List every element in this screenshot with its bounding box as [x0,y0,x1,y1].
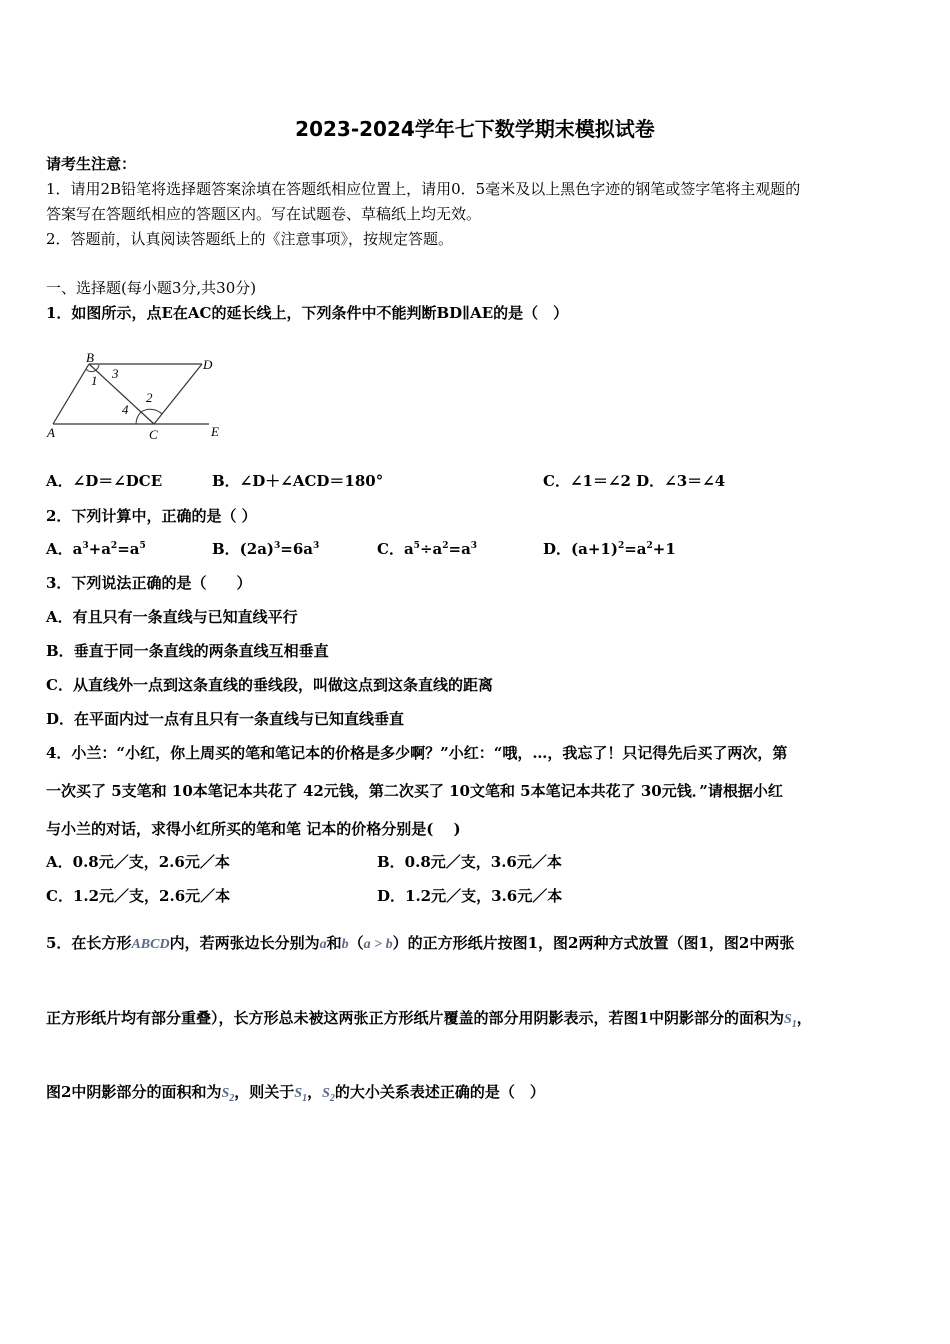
q5-stem-line-1: 5．在长方形ABCD内，若两张边长分别为a和b（a > b）的正方形纸片按图1，图2两种方式放置（图1，图2中两张 [46,934,795,952]
q4-option-c: C．1.2元／支，2.6元／本 [46,887,231,905]
notice-item-1: 1．请用2B铅笔将选择题答案涂填在答题纸相应位置上，请用0．5毫米及以上黑色字迹的钢笔或签字笔将主观题的 [46,180,801,198]
math-abcd: ABCD [131,937,170,952]
math-b: b [341,937,349,952]
fig-label-a: A [47,425,55,440]
fig-label-e: E [211,424,219,439]
q2-option-c: C．$a^5\div a^2=a^3$ [377,540,478,558]
q2-option-a: A．$a^3+a^2=a^5$ [46,540,146,558]
math-s2: $S_2$ [322,1086,335,1104]
fig-angle-3: 3 [112,366,119,381]
fig-angle-4: 4 [122,402,129,417]
q3-option-b: B．垂直于同一条直线的两条直线互相垂直 [46,642,329,660]
q4-stem-line-1: 4．小兰：“小红，你上周买的笔和笔记本的价格是多少啊？”小红：“哦，…，我忘了！只记得先后买了两次，第 [46,744,788,762]
notice-item-1-cont: 答案写在答题纸相应的答题区内。写在试题卷、草稿纸上均无效。 [46,205,482,223]
q1-figure [44,348,229,444]
math-s1: $S_1$ [294,1086,308,1104]
section-heading: 一、选择题(每小题3分,共30分) [46,279,257,297]
fig-label-d: D [203,357,213,372]
q3-option-a: A．有且只有一条直线与已知直线平行 [46,608,298,626]
fig-label-b: B [86,350,94,365]
q5-stem-line-2: 正方形纸片均有部分重叠），长方形总未被这两张正方形纸片覆盖的部分用阴影表示，若图1中阴影部分的面积为$S_1$， [46,1009,812,1030]
q1-option-b: B．∠D＋∠ACD＝180° [212,472,384,490]
fig-angle-2: 2 [146,390,153,405]
q3-option-c: C．从直线外一点到这条直线的垂线段，叫做这点到这条直线的距离 [46,676,493,694]
q4-option-b: B．0.8元／支，3.6元／本 [377,853,562,871]
fig-angle-1: 1 [91,373,98,388]
q4-stem-line-2: 一次买了 5支笔和 10本笔记本共花了 42元钱，第二次买了 10文笔和 5本笔记本共花了 30元钱．”请根据小红 [46,782,783,800]
q2-option-d: D．$(a+1)^2=a^2+1$ [543,540,676,558]
notice-heading: 请考生注意： [46,155,137,173]
math-s2: $S_2$ [221,1086,235,1104]
q4-option-d: D．1.2元／支，3.6元／本 [377,887,563,905]
q5-stem-line-3: 图2中阴影部分的面积和为$S_2$，则关于$S_1$，$S_2$的大小关系表述正确的是（ ） [46,1083,545,1104]
q1-stem: 1．如图所示，点E在AC的延长线上，下列条件中不能判断BD∥AE的是（ ） [46,304,569,322]
notice-item-2: 2．答题前，认真阅读答题纸上的《注意事项》，按规定答题。 [46,230,454,248]
q2-stem: 2．下列计算中，正确的是（ ） [46,507,257,525]
fig-label-c: C [149,427,158,442]
math-a-gt-b: a > b [363,937,393,952]
q3-stem: 3．下列说法正确的是（ ） [46,574,252,592]
q4-stem-line-3: 与小兰的对话，求得小红所买的笔和笔 记本的价格分别是( ) [46,820,461,838]
math-s1: $S_1$ [783,1012,797,1030]
q4-option-a: A．0.8元／支，2.6元／本 [46,853,230,871]
page-title: 2023-2024学年七下数学期末模拟试卷 [295,117,655,141]
q1-option-cd: C．∠1＝∠2 D．∠3＝∠4 [543,472,726,490]
q3-option-d: D．在平面内过一点有且只有一条直线与已知直线垂直 [46,710,405,728]
q1-option-a: A．∠D＝∠DCE [46,472,163,490]
q2-option-b: B．$(2a)^3=6a^3$ [212,540,320,558]
math-a: a [319,937,327,952]
